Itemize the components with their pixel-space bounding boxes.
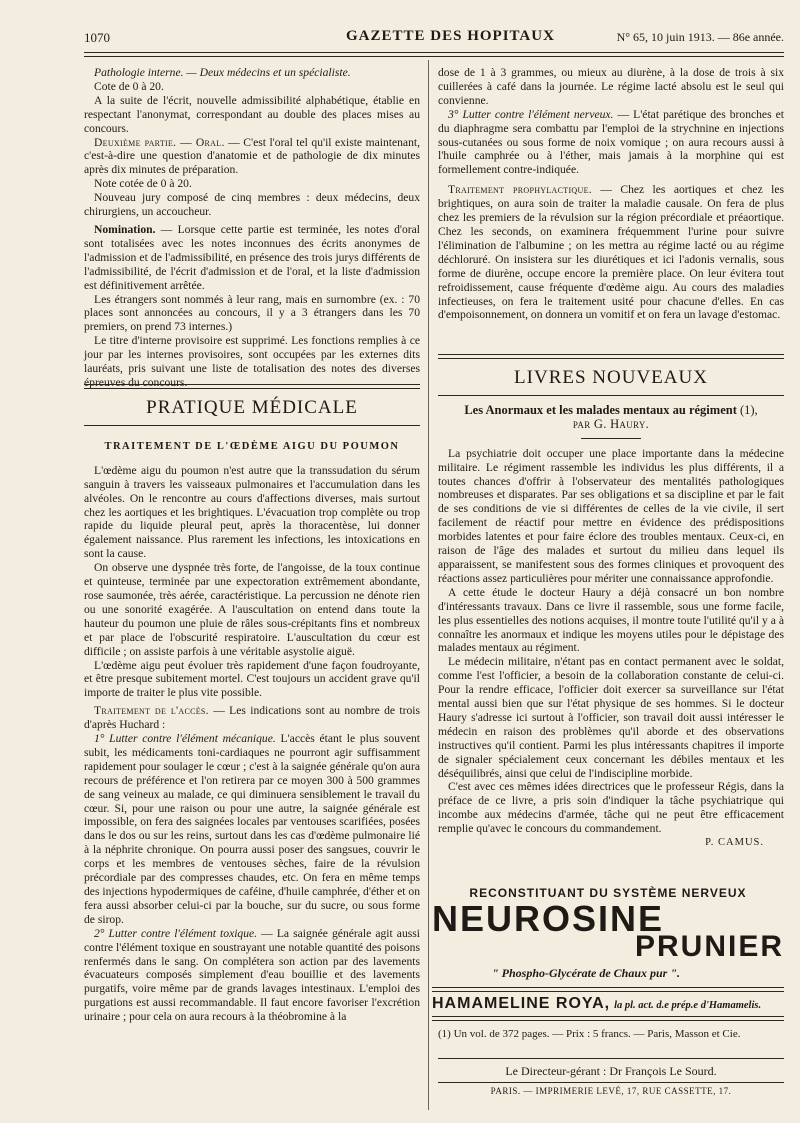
paragraph: Note cotée de 0 à 20. — [94, 177, 192, 191]
paragraph: Le médecin militaire, n'étant pas en contact permanent avec le soldat, comme l'est l'officier, a besoin de la collaboration constante de celui-ci. Pour la rendre efficace, l'officier doit exercer sa surveillance sur l'état mental aussi bien que sur l'état physique de ses hommes. Si le docteur Haury s'adresse ici surtout à l'officier, son travail doit aussi intéresser le médecin en raison des problèmes qu'il aborde et des observations instructives qu'il contient. Parmi les plus intéressants chapitres il importe de signaler spécialement ceux concernant les débiles mentaux et les déséquilibrés, ainsi que celui de l'indiscipline morbide. — [438, 655, 784, 780]
paragraph — [84, 704, 420, 732]
ad-rule — [432, 987, 784, 992]
paragraph: L'œdème aigu peut évoluer très rapidement d'une façon foudroyante, et être presque subitement mortel. C'est toujours un accident grave qu'il importe de traiter le plus vite possible. — [84, 658, 420, 700]
run-in-label: 3° Lutter contre l'élément nerveux. — [448, 107, 614, 121]
paragraph-text: — L'état parétique des bronches et du diaphragme sera combattu par l'emploi de la strychnine en injections sous-cutanées ou sous forme de noix vomique ; on aura recours aussi à l'huile camphrée ou à l'éther, mais jamais à la morphine qui est formellement contre-indiquée. — [438, 107, 784, 177]
paragraph — [84, 136, 420, 178]
book-title: Les Anormaux et les malades mentaux au régiment — [464, 402, 737, 417]
paragraph: La psychiatrie doit occuper une place importante dans la médecine militaire. Le régiment rassemble les individus les plus différents, il a toutes chances d'offrir à l'observateur des mentalités pathologiques nombreuses et disparates. Par ses obligations et sa discipline et par le fait de ses conditions de vie si différentes de celles de la vie civile, il sert facilement de réactif pour mettre en évidence des prédispositions morbides latentes et pour faire éclore des troubles mentaux. Ceux-ci, en raison de l'âge des malades et surtout du milieu dans lequel ils apparaissent, se manifestent sous des formes cliniques et provoquent des réactions assez particulières pour mériter une connaissance approfondie. — [438, 446, 784, 585]
page-header — [84, 28, 784, 50]
section-rule — [84, 384, 420, 389]
section-title: PRATIQUE MÉDICALE — [146, 397, 358, 418]
header-rule-thin — [84, 56, 784, 57]
signature: P. CAMUS. — [705, 837, 764, 849]
paragraph: Le titre d'interne provisoire est supprimé. Les fonctions remplies à ce jour par les internes provisoires, sont occupées par les externes dits lauréats, pris suivant une liste de totalisation des notes des diverses épreuves du concours. — [84, 334, 420, 389]
paragraph-text: — La saignée générale agit aussi contre l'élément toxique en soustrayant une notable quantité des poisons renfermés dans le sang. On complétera son action par des lavements évacuateurs composés simplement d'eau bouillie et des lavements purgatifs, voire même par de grands lavages intestinaux. L'emploi des purgations est aussi recommandable. Il faut encore favoriser l'excrétion urinaire ; pour cela on aura recours à la théobromine à la — [84, 926, 420, 1024]
book-title-line — [438, 404, 784, 418]
printer-line: PARIS. — IMPRIMERIE LEVÉ, 17, RUE CASSETTE, 17. — [490, 1086, 732, 1096]
ad-hamameline-note: la pl. act. d.e prép.e d'Hamamelis. — [614, 1000, 762, 1011]
paragraph-text: L'accès étant le plus souvent subit, les médicaments toni-cardiaques ne pourront agir suffisamment rapidement pour soulager le cœur ; c'est à la saignée générale qu'on aura recours de préférence et l'on retirera par ce moyen 300 à 500 grammes de sang veineux au malade, ce qui diminuera sensiblement le travail du cœur. Si, pour une raison ou pour une autre, la saignée générale est impossible, on fera des saignées locales par ventouses scarifiées, posées dans le dos ou sur les reins, surtout dans les cas d'œdème pulmonaire lié à la néphrite chronique. On pourra aussi poser des sangsues, couvrir le corps et les membres de ventouses sèches, faire de la révulsion précordiale par des compresses chaudes, etc. On fera en même temps des injections hypodermiques de caféine, d'huile camphrée, d'éther et on fera aussi absorber celui-ci par la bouche, sur du sucre, ou sous forme de sirop. — [84, 732, 420, 926]
header-rule — [84, 52, 784, 53]
footer-rule — [438, 1082, 784, 1083]
paragraph — [84, 927, 420, 1024]
pratique-medicale-section — [84, 384, 420, 1024]
ad-brand-prunier: PRUNIER — [634, 930, 784, 963]
paragraph: dose de 1 à 3 grammes, ou mieux au diurène, à la dose de trois à six cuillerées à café dans la journée. Le régime lacté absolu est le seul qui convienne. — [438, 66, 784, 107]
journal-title: GAZETTE DES HOPITAUX — [346, 28, 555, 44]
paragraph — [438, 108, 784, 178]
paragraph-text: — C'est l'oral tel qu'il existe maintenant, c'est-à-dire une question d'anatomie et de pathologie de dix minutes après dix minutes de préparation. — [84, 135, 420, 177]
run-in-label: Traitement de l'accès. — [94, 704, 209, 718]
ad-hamameline-line — [432, 995, 784, 1013]
issue-info: N° 65, 10 juin 1913. — 86e année. — [616, 30, 784, 44]
paragraph: L'œdème aigu du poumon n'est autre que la transsudation du sérum sanguin à travers les vaisseaux pulmonaires et l'accumulation dans les alvéoles. On le rencontre au cours d'affections diverses, mais surtout chez les aortiques et les brightiques. L'évacuation trop complète ou trop rapide du liquide pleural peut, après la thoracentèse, lui donner également naissance. Plus rarement les infections, les intoxications en sont la cause. — [84, 463, 420, 561]
column-divider — [428, 60, 429, 1110]
section-rule — [438, 395, 784, 396]
paragraph — [84, 223, 420, 293]
paragraph: Cote de 0 à 20. — [94, 79, 164, 93]
paragraph — [84, 732, 420, 927]
left-column-top — [84, 66, 420, 390]
paragraph — [438, 183, 784, 322]
run-in-label: Traitement prophylactique. — [448, 183, 592, 197]
page-number: 1070 — [84, 30, 110, 45]
director-line: Le Directeur-gérant : Dr François Le Sourd. — [505, 1064, 717, 1078]
run-in-label: 1° Lutter contre l'élément mécanique. — [94, 732, 276, 746]
livres-nouveaux-section — [438, 354, 784, 850]
ad-headline: RECONSTITUANT DU SYSTÈME NERVEUX — [469, 886, 747, 900]
ad-brand-hamameline: HAMAMELINE ROYA, — [432, 995, 611, 1012]
article-subtitle: TRAITEMENT DE L'ŒDÈME AIGU DU POUMON — [104, 440, 400, 452]
paragraph: A la suite de l'écrit, nouvelle admissibilité alphabétique, établie en respectant l'anonymat, correspondant au double des places mises au concours. — [84, 93, 420, 135]
title-rule — [581, 438, 641, 439]
paragraph-text: — Lorsque cette partie est terminée, les notes d'oral sont totalisées avec les notes inconnues des écrits anonymes de l'admission et de l'admissibilité, en présence des trois jurys différents de l'admissibilité, de l'écrit d'admission et de l'oral, et la liste d'admission est définitivement arrêtée. — [84, 222, 420, 292]
footnote-text: (1) Un vol. de 372 pages. — Prix : 5 francs. — Paris, Masson et Cie. — [438, 1028, 741, 1040]
ad-rule — [432, 1016, 784, 1021]
advertisement — [432, 886, 784, 1021]
book-author: par G. Haury. — [572, 416, 650, 431]
paragraph-text: — Les indications sont au nombre de trois d'après Huchard : — [84, 704, 420, 732]
paragraph: On observe une dyspnée très forte, de l'angoisse, de la toux continue et quinteuse, terminée par une expectoration extrêmement abondante, rose saumonée, très aérée, caractéristique. La percussion ne dénote rien ou une sonorité exagérée. A l'auscultation on entend dans toute la hauteur du poumon une pluie de râles sous-crépitants fins et nombreux et par place de l'obscurité respiratoire. L'auscultation du cœur est difficile ; on assiste parfois à une véritable asystolie aiguë. — [84, 561, 420, 658]
run-in-label: Deuxième partie. — Oral. — [94, 135, 225, 149]
paragraph: Pathologie interne. — Deux médecins et un spécialiste. — [94, 66, 351, 79]
paragraph: Les étrangers sont nommés à leur rang, mais en surnombre (ex. : 70 places sont annoncées au concours, il y a 3 étrangers dans les 70 premiers, on prend 73 internes.) — [84, 292, 420, 334]
footer-rule — [438, 1058, 784, 1059]
section-rule — [84, 425, 420, 426]
paragraph-text: — Chez les aortiques et chez les brightiques, on aura soin de traiter la maladie causale. On fera de plus chez les premiers de la révulsion sur la région précordiale et préaortique. Chez les seconds, on examinera fréquemment l'urine pour suivre l'élimination de l'albumine ; on les mettra au régime lacté ou au régime déchloruré. On insistera sur les diurétiques et ici l'adonis vernalis, sous forme de diurène, occupe encore la première place. On leur évitera tout refroidissement, cause fréquente d'œdème aigu. Au cours des maladies infectieuses, on fera le traitement usité pour chacune d'elles. En cas d'empoisonnement, on donnera un vomitif et on fera un lavage d'estomac. — [438, 183, 785, 322]
run-in-label: 2° Lutter contre l'élément toxique. — [94, 926, 258, 940]
section-rule — [438, 354, 784, 359]
footnote-ref: (1), — [736, 402, 758, 417]
footnote — [438, 1028, 784, 1041]
paragraph: C'est avec ces mêmes idées directrices que le professeur Régis, dans la préface de ce livre, a pris soin d'indiquer la tâche psychiatrique qui incombe aux médecins d'armée, tâche qui ne peut être efficacement remplie qu'avec le concours du commandement. — [438, 780, 784, 836]
run-in-label: Nomination. — [94, 222, 156, 236]
paragraph: Nouveau jury composé de cinq membres : deux médecins, deux chirurgiens, un accoucheur. — [84, 191, 420, 219]
right-column-top — [438, 66, 784, 322]
ad-brand-neurosine: NEUROSINE — [432, 898, 665, 939]
section-title: LIVRES NOUVEAUX — [514, 367, 708, 388]
paragraph: A cette étude le docteur Haury a déjà consacré un bon nombre d'intéressants travaux. Dans ce livre il rassemble, sous une forme facile, les plus essentielles des notions acquises, il montre toute l'utilité qu'il y a à connaître les anormaux et indique les moyens utiles pour le dépistage des malades mentaux au régiment. — [438, 585, 784, 655]
ad-tagline: " Phospho-Glycérate de Chaux pur ". — [492, 966, 680, 980]
